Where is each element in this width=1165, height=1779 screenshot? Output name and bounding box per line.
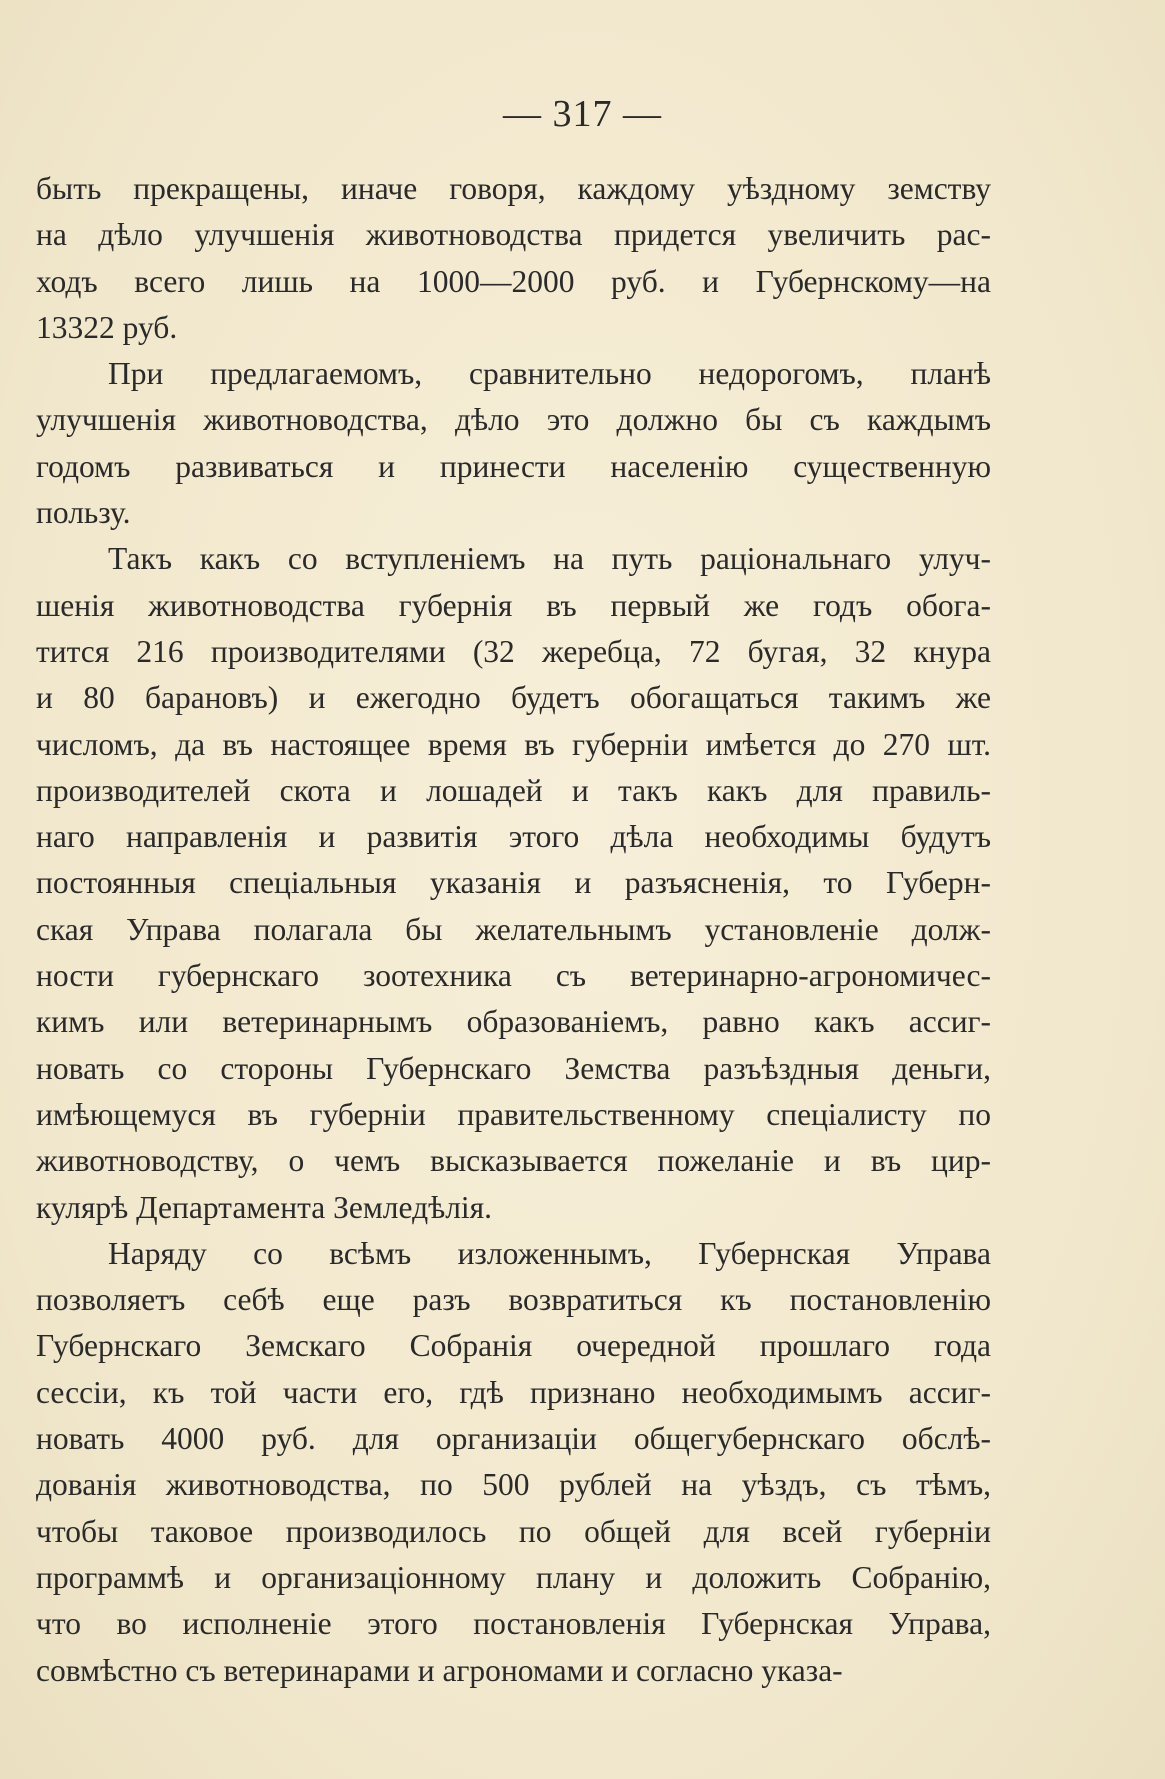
text-line-content: имѣющемуся въ губерніи правительственному спеціалисту по bbox=[36, 1096, 991, 1132]
text-line-content: постоянныя спеціальныя указанія и разъясненія, то Губерн- bbox=[36, 865, 991, 901]
text-line-content: чтобы таковое производилось по общей для всей губерніи bbox=[36, 1513, 991, 1549]
text-line bbox=[36, 1277, 991, 1323]
text-line bbox=[36, 814, 991, 860]
text-line-content: новать 4000 руб. для организаціи общегубернскаго обслѣ- bbox=[36, 1421, 991, 1457]
text-line bbox=[36, 351, 991, 397]
text-line bbox=[36, 1185, 991, 1231]
text-line-content: 13322 руб. bbox=[36, 309, 178, 345]
paragraph bbox=[36, 1231, 991, 1694]
text-line-content: Наряду со всѣмъ изложеннымъ, Губернская Управа bbox=[108, 1235, 991, 1271]
text-line-content: кимъ или ветеринарнымъ образованіемъ, равно какъ ассиг- bbox=[36, 1004, 991, 1040]
text-line bbox=[36, 305, 991, 351]
text-line bbox=[36, 1092, 991, 1138]
text-line bbox=[36, 768, 991, 814]
text-line-content: дованія животноводства, по 500 рублей на уѣздъ, съ тѣмъ, bbox=[36, 1467, 991, 1503]
text-line-content: позволяетъ себѣ еще разъ возвратиться къ постановленію bbox=[36, 1282, 991, 1318]
text-line-content: новать со стороны Губернскаго Земства разъѣздныя деньги, bbox=[36, 1050, 991, 1086]
text-line bbox=[36, 1323, 991, 1369]
text-line bbox=[36, 1416, 991, 1462]
text-line-content: ская Управа полагала бы желательнымъ установленіе долж- bbox=[36, 911, 991, 947]
text-line bbox=[36, 722, 991, 768]
text-line bbox=[36, 675, 991, 721]
text-line-content: наго направленія и развитія этого дѣла необходимы будутъ bbox=[36, 819, 991, 855]
text-line-content: Такъ какъ со вступленіемъ на путь раціональнаго улуч- bbox=[108, 541, 991, 577]
text-line-content: пользу. bbox=[36, 495, 131, 531]
text-line bbox=[36, 1462, 991, 1508]
text-line bbox=[36, 860, 991, 906]
paragraph bbox=[36, 166, 991, 351]
text-line-content: ходъ всего лишь на 1000—2000 руб. и Губернскому—на bbox=[36, 263, 991, 299]
text-line bbox=[36, 212, 991, 258]
text-line bbox=[36, 999, 991, 1045]
text-line-content: годомъ развиваться и принести населенію существенную bbox=[36, 448, 991, 484]
text-line bbox=[36, 1138, 991, 1184]
text-line bbox=[36, 1370, 991, 1416]
text-line bbox=[36, 397, 991, 443]
text-line-content: ности губернскаго зоотехника съ ветеринарно-агрономичес- bbox=[36, 958, 991, 994]
text-line bbox=[36, 536, 991, 582]
text-line-content: улучшенія животноводства, дѣло это должно бы съ каждымъ bbox=[36, 402, 991, 438]
text-line bbox=[36, 629, 991, 675]
text-line bbox=[36, 444, 991, 490]
page-number: — 317 — bbox=[503, 93, 662, 135]
paragraph bbox=[36, 351, 991, 536]
text-line bbox=[36, 259, 991, 305]
text-line-content: что во исполненіе этого постановленія Губернская Управа, bbox=[36, 1606, 991, 1642]
text-line-content: сессіи, къ той части его, гдѣ признано необходимымъ ассиг- bbox=[36, 1374, 991, 1410]
text-line-content: животноводству, о чемъ высказывается пожеланіе и въ цир- bbox=[36, 1143, 991, 1179]
text-line-content: и 80 барановъ) и ежегодно будетъ обогащаться такимъ же bbox=[36, 680, 991, 716]
text-line bbox=[36, 490, 991, 536]
body-text bbox=[36, 166, 991, 1694]
text-line-content: совмѣстно съ ветеринарами и агрономами и согласно указа- bbox=[36, 1652, 843, 1688]
text-line bbox=[36, 907, 991, 953]
text-line-content: шенія животноводства губернія въ первый же годъ обога- bbox=[36, 587, 991, 623]
text-line-content: кулярѣ Департамента Земледѣлія. bbox=[36, 1189, 493, 1225]
text-line bbox=[36, 953, 991, 999]
paragraph bbox=[36, 536, 991, 1230]
text-line bbox=[36, 166, 991, 212]
text-line bbox=[36, 1648, 991, 1694]
text-line-content: числомъ, да въ настоящее время въ губерніи имѣется до 270 шт. bbox=[36, 726, 991, 762]
text-line bbox=[36, 1509, 991, 1555]
text-line bbox=[36, 1555, 991, 1601]
text-line-content: Губернскаго Земскаго Собранія очередной прошлаго года bbox=[36, 1328, 991, 1364]
text-line-content: на дѣло улучшенія животноводства придется увеличить рас- bbox=[36, 217, 991, 253]
text-line-content: При предлагаемомъ, сравнительно недорогомъ, планѣ bbox=[108, 356, 991, 392]
text-line-content: тится 216 производителями (32 жеребца, 72 бугая, 32 кнура bbox=[36, 633, 991, 669]
text-line-content: производителей скота и лошадей и такъ какъ для правиль- bbox=[36, 772, 991, 808]
text-line-content: программѣ и организаціонному плану и доложить Собранію, bbox=[36, 1559, 991, 1595]
text-line bbox=[36, 1231, 991, 1277]
text-line bbox=[36, 583, 991, 629]
text-line bbox=[36, 1601, 991, 1647]
text-line-content: быть прекращены, иначе говоря, каждому уѣздному земству bbox=[36, 171, 991, 206]
text-line bbox=[36, 1046, 991, 1092]
